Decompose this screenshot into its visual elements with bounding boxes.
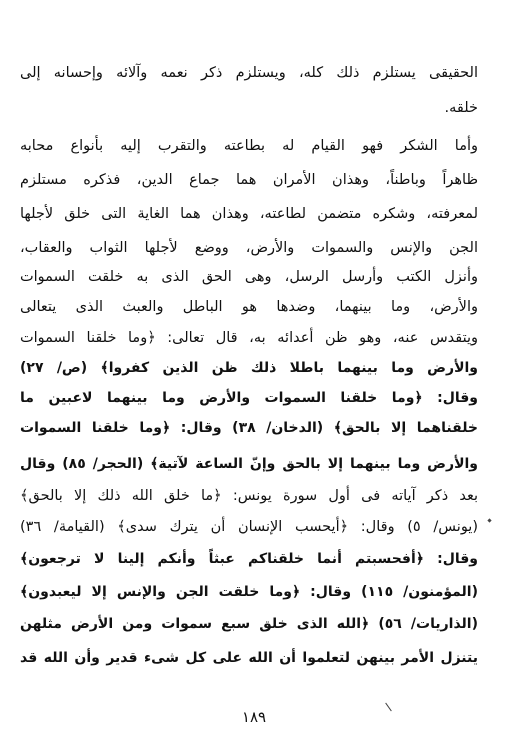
text-line: والأرض وما بينهما إلا بالحق وإنّ الساعة لآتية﴾ (الحجر/ ٨٥) وقال — [20, 456, 478, 472]
text-line: والأرض، وما بينهما، وضدها هو الباطل والعبث الذى يتعالى — [20, 299, 478, 315]
page-number: ١٨٩ — [241, 708, 267, 726]
text-line: خلقه. — [444, 100, 478, 116]
text-line: ظاهراً وباطناً، وهذان الأمران هما جماع الدين، فذكره مستلزم — [20, 172, 478, 188]
text-line: وأما الشكر فهو القيام له بطاعته والتقرب إليه بأنواع محابه — [20, 138, 478, 154]
scan-mark — [487, 518, 491, 522]
text-line: خلقناهما إلا بالحق﴾ (الدخان/ ٣٨) وقال: ﴿وما خلقنا السموات — [20, 420, 478, 436]
text-line: ويتقدس عنه، وهو ظن أعدائه به، قال تعالى: ﴿وما خلقنا السموات — [20, 330, 478, 346]
text-line: (الذاريات/ ٥٦) ﴿الله الذى خلق سبع سموات ومن الأرض مثلهن — [20, 616, 478, 632]
text-line: وقال: ﴿وما خلقنا السموات والأرض وما بينهما لاعبين ما — [20, 390, 478, 406]
text-line: (يونس/ ٥) وقال: ﴿أيحسب الإنسان أن يترك سدى﴾ (القيامة/ ٣٦) — [20, 519, 478, 535]
text-line: يتنزل الأمر بينهن لتعلموا أن الله على كل شىء قدير وأن الله قد — [20, 650, 478, 666]
text-line: الحقيقى يستلزم ذلك كله، ويستلزم ذكر نعمه وآلائه وإحسانه إلى — [20, 65, 478, 81]
text-line: (المؤمنون/ ١١٥) وقال: ﴿وما خلقت الجن والإنس إلا ليعبدون﴾ — [20, 584, 478, 600]
text-line: وقال: ﴿أفحسبتم أنما خلقناكم عبثاً وأنكم إلينا لا ترجعون﴾ — [20, 551, 478, 567]
text-line: وأنزل الكتب وأرسل الرسل، وهى الحق الذى به خلقت السموات — [20, 269, 478, 285]
text-line: الجن والإنس والسموات والأرض، ووضع لأجلها الثواب والعقاب، — [20, 240, 478, 256]
text-line: لمعرفته، وشكره متضمن لطاعته، وهذان هما الغاية التى خلق لأجلها — [20, 206, 478, 222]
text-line: والأرض وما بينهما باطلا ذلك ظن الذين كفروا﴾ (ص/ ٢٧) — [20, 360, 478, 376]
text-line: بعد ذكر آياته فى أول سورة يونس: ﴿ما خلق الله ذلك إلا بالحق﴾ — [20, 488, 478, 504]
